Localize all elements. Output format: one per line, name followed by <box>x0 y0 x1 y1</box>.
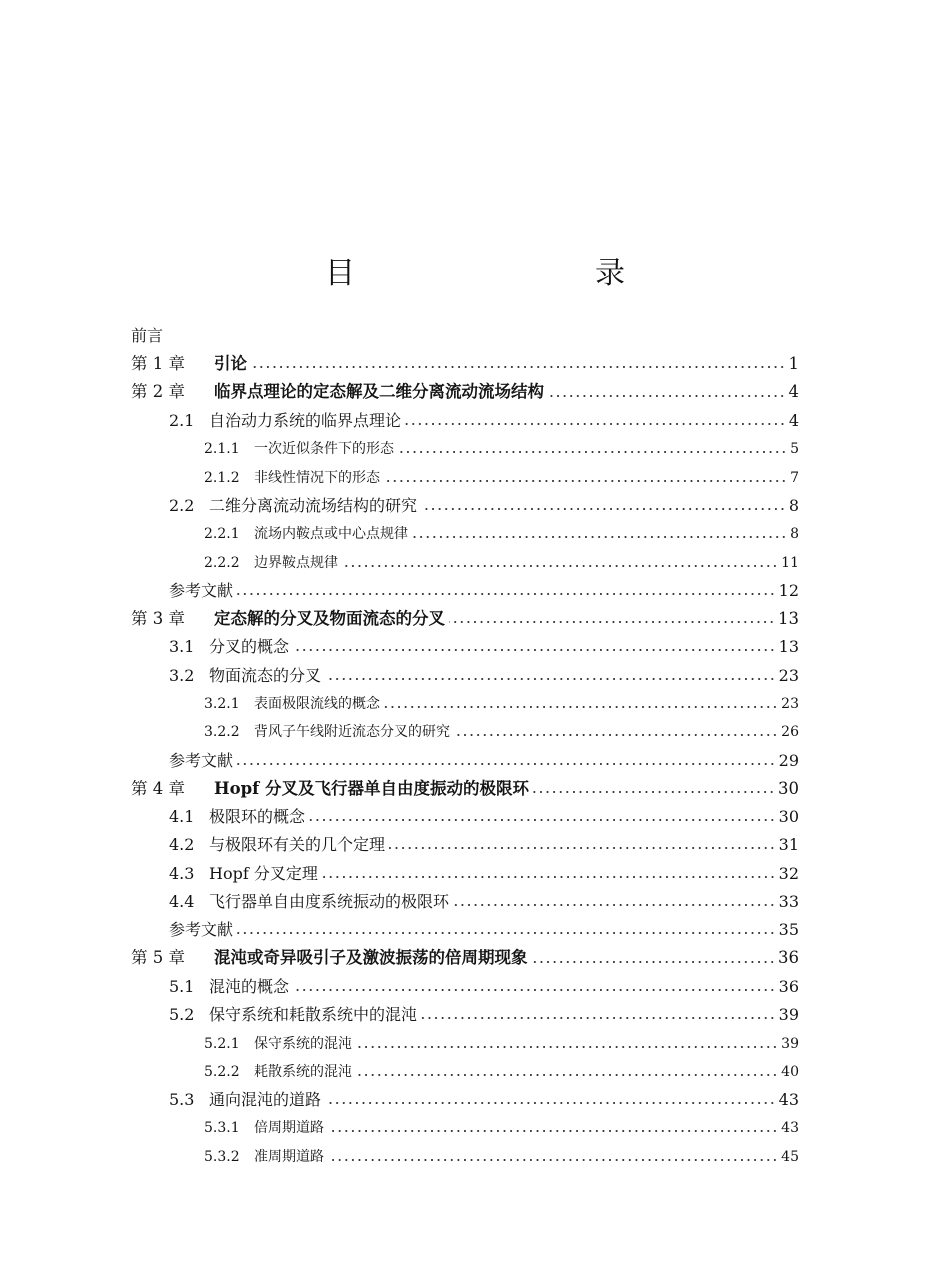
toc-entry-number: 3.1 <box>169 637 195 657</box>
toc-entry[interactable] <box>131 492 799 520</box>
toc-entry-page-number: 39 <box>778 1005 799 1025</box>
toc-entry[interactable] <box>131 746 799 774</box>
toc-entry-number: 5.2 <box>169 1005 195 1025</box>
dot-leader <box>237 762 776 766</box>
toc-entry-page-number: 26 <box>781 724 799 741</box>
toc-entry[interactable] <box>131 322 799 350</box>
page-title: 目 录 <box>325 256 685 291</box>
toc-entry-page-number: 8 <box>790 526 799 543</box>
toc-entry-page-number: 35 <box>778 920 799 940</box>
toc-entry-title: 倍周期道路 <box>254 1120 324 1137</box>
toc-entry-title: 准周期道路 <box>254 1148 324 1165</box>
dot-leader <box>342 564 778 568</box>
toc-entry-page-number: 4 <box>788 411 799 431</box>
toc-entry-page-number: 1 <box>788 354 799 374</box>
toc-entry-title: 二维分离流动流场结构的研究 <box>209 495 418 515</box>
toc-entry[interactable] <box>131 463 799 491</box>
dot-leader <box>309 818 776 822</box>
toc-entry-title: 保守系统和耗散系统中的混沌 <box>209 1005 418 1025</box>
toc-entry-number: 4.3 <box>169 863 195 883</box>
toc-entry-page-number: 43 <box>781 1120 799 1137</box>
toc-entry-title: 参考文献 <box>169 750 234 770</box>
toc-entry-number: 3.2 <box>169 665 195 685</box>
toc-entry-title: 非线性情况下的形态 <box>254 469 380 486</box>
dot-leader <box>328 1158 778 1162</box>
toc-entry-title: 飞行器单自由度系统振动的极限环 <box>209 892 450 912</box>
toc-entry-title: 引论 <box>214 354 247 374</box>
toc-entry-page-number: 31 <box>778 835 799 855</box>
toc-entry[interactable] <box>131 690 799 718</box>
dot-leader <box>384 705 778 709</box>
toc-entry[interactable] <box>131 803 799 831</box>
toc-entry-title: 保守系统的混沌 <box>254 1035 352 1052</box>
dot-leader <box>356 1045 778 1049</box>
dot-leader <box>293 988 776 992</box>
toc-entry-page-number: 8 <box>788 495 799 515</box>
toc-entry-page-number: 13 <box>778 608 799 628</box>
toc-entry-page-number: 23 <box>781 696 799 712</box>
toc-entry-title: 混沌的概念 <box>209 976 290 996</box>
toc-entry[interactable] <box>131 1058 799 1086</box>
toc-entry-title: 与极限环有关的几个定理 <box>209 835 386 855</box>
toc-entry-title: 通向混沌的道路 <box>209 1090 322 1110</box>
toc-entry-number: 第 5 章 <box>131 948 185 968</box>
toc-entry-page-number: 45 <box>781 1148 799 1165</box>
dot-leader <box>328 1129 778 1133</box>
toc-entry-title: 背风子午线附近流态分叉的研究 <box>254 724 450 741</box>
toc-entry-title: 边界鞍点规律 <box>254 554 338 571</box>
toc-entry[interactable] <box>131 605 799 633</box>
toc-entry[interactable] <box>131 973 799 1001</box>
toc-entry[interactable] <box>131 1114 799 1142</box>
toc-entry[interactable] <box>131 350 799 378</box>
toc-entry-number: 2.1.1 <box>204 441 240 458</box>
table-of-contents <box>131 322 799 1171</box>
toc-entry[interactable] <box>131 831 799 859</box>
toc-entry-title: 物面流态的分叉 <box>209 665 322 685</box>
dot-leader <box>237 931 776 935</box>
dot-leader <box>454 733 778 737</box>
dot-leader <box>405 422 786 426</box>
toc-entry-page-number: 36 <box>778 948 799 968</box>
toc-entry-number: 第 2 章 <box>131 382 185 402</box>
dot-leader <box>532 960 776 964</box>
toc-entry[interactable] <box>131 1001 799 1029</box>
toc-entry-number: 5.2.1 <box>204 1035 240 1052</box>
toc-entry[interactable] <box>131 633 799 661</box>
toc-entry[interactable] <box>131 577 799 605</box>
dot-leader <box>251 365 786 369</box>
toc-entry-page-number: 7 <box>790 469 799 486</box>
dot-leader <box>449 620 775 624</box>
toc-entry-title: 分叉的概念 <box>209 637 290 657</box>
toc-entry-number: 3.2.1 <box>204 696 240 712</box>
toc-entry-number: 5.1 <box>169 976 195 996</box>
toc-entry[interactable] <box>131 775 799 803</box>
toc-entry-number: 3.2.2 <box>204 724 240 741</box>
toc-entry[interactable] <box>131 662 799 690</box>
toc-entry-number: 第 3 章 <box>131 608 185 628</box>
toc-entry-title: 耗散系统的混沌 <box>254 1063 352 1080</box>
toc-entry-page-number: 30 <box>778 778 799 798</box>
toc-entry-title: 参考文献 <box>169 920 234 940</box>
dot-leader <box>325 677 776 681</box>
toc-entry-title: 自治动力系统的临界点理论 <box>209 411 402 431</box>
dot-leader <box>356 1073 778 1077</box>
toc-entry[interactable] <box>131 945 799 973</box>
toc-entry-number: 5.2.2 <box>204 1063 240 1080</box>
toc-entry-page-number: 39 <box>781 1035 799 1052</box>
toc-entry-page-number: 23 <box>778 665 799 685</box>
toc-entry-number: 4.1 <box>169 807 195 827</box>
toc-entry-page-number: 5 <box>790 441 799 458</box>
toc-entry-number: 4.4 <box>169 892 195 912</box>
dot-leader <box>398 450 787 454</box>
toc-entry-page-number: 33 <box>778 892 799 912</box>
dot-leader <box>412 535 787 539</box>
dot-leader <box>548 394 786 398</box>
dot-leader <box>325 1101 776 1105</box>
toc-entry-title: 参考文献 <box>169 580 234 600</box>
toc-entry-page-number: 29 <box>778 750 799 770</box>
toc-entry[interactable] <box>131 860 799 888</box>
toc-entry-number: 2.2.1 <box>204 526 240 543</box>
dot-leader <box>421 507 786 511</box>
toc-entry-page-number: 40 <box>781 1063 799 1080</box>
toc-entry-title: 前言 <box>131 326 164 346</box>
toc-entry[interactable] <box>131 1029 799 1057</box>
dot-leader <box>237 592 776 596</box>
toc-entry[interactable] <box>131 548 799 576</box>
toc-entry-page-number: 13 <box>778 637 799 657</box>
toc-entry-number: 2.1.2 <box>204 469 240 486</box>
toc-entry[interactable] <box>131 718 799 746</box>
toc-entry-number: 5.3 <box>169 1090 195 1110</box>
toc-entry-number: 2.1 <box>169 411 195 431</box>
toc-entry-page-number: 4 <box>788 382 799 402</box>
toc-entry-number: 2.2 <box>169 495 195 515</box>
toc-entry-page-number: 11 <box>781 554 799 571</box>
toc-entry-title: 临界点理论的定态解及二维分离流动流场结构 <box>214 382 544 402</box>
toc-entry-title: 定态解的分叉及物面流态的分叉 <box>214 608 445 628</box>
dot-leader <box>384 479 787 483</box>
dot-leader <box>389 846 776 850</box>
toc-entry-title: 一次近似条件下的形态 <box>254 441 394 458</box>
toc-entry-title: 表面极限流线的概念 <box>254 696 380 712</box>
toc-entry[interactable] <box>131 379 799 407</box>
dot-leader <box>421 1016 776 1020</box>
toc-entry[interactable] <box>131 407 799 435</box>
toc-entry-title: 混沌或奇异吸引子及激波振荡的倍周期现象 <box>214 948 528 968</box>
toc-entry-number: 第 1 章 <box>131 354 185 374</box>
toc-entry-number: 5.3.1 <box>204 1120 240 1137</box>
toc-entry[interactable] <box>131 1086 799 1114</box>
toc-entry-number: 5.3.2 <box>204 1148 240 1165</box>
toc-entry-number: 第 4 章 <box>131 778 185 798</box>
dot-leader <box>293 648 776 652</box>
toc-entry-page-number: 32 <box>778 863 799 883</box>
toc-entry-page-number: 36 <box>778 976 799 996</box>
dot-leader <box>322 875 776 879</box>
toc-entry[interactable] <box>131 1143 799 1171</box>
toc-entry-number: 4.2 <box>169 835 195 855</box>
toc-entry[interactable] <box>131 435 799 463</box>
toc-entry[interactable] <box>131 916 799 944</box>
toc-entry-number: 2.2.2 <box>204 554 240 571</box>
toc-entry-page-number: 43 <box>778 1090 799 1110</box>
toc-entry[interactable] <box>131 888 799 916</box>
toc-entry-page-number: 12 <box>778 580 799 600</box>
dot-leader <box>533 790 775 794</box>
dot-leader <box>453 903 776 907</box>
toc-entry-title: 极限环的概念 <box>209 807 306 827</box>
toc-entry[interactable] <box>131 520 799 548</box>
toc-entry-title: 流场内鞍点或中心点规律 <box>254 526 408 543</box>
toc-entry-title: Hopf 分叉及飞行器单自由度振动的极限环 <box>214 778 529 798</box>
toc-entry-page-number: 30 <box>778 807 799 827</box>
toc-entry-title: Hopf 分叉定理 <box>209 863 318 883</box>
